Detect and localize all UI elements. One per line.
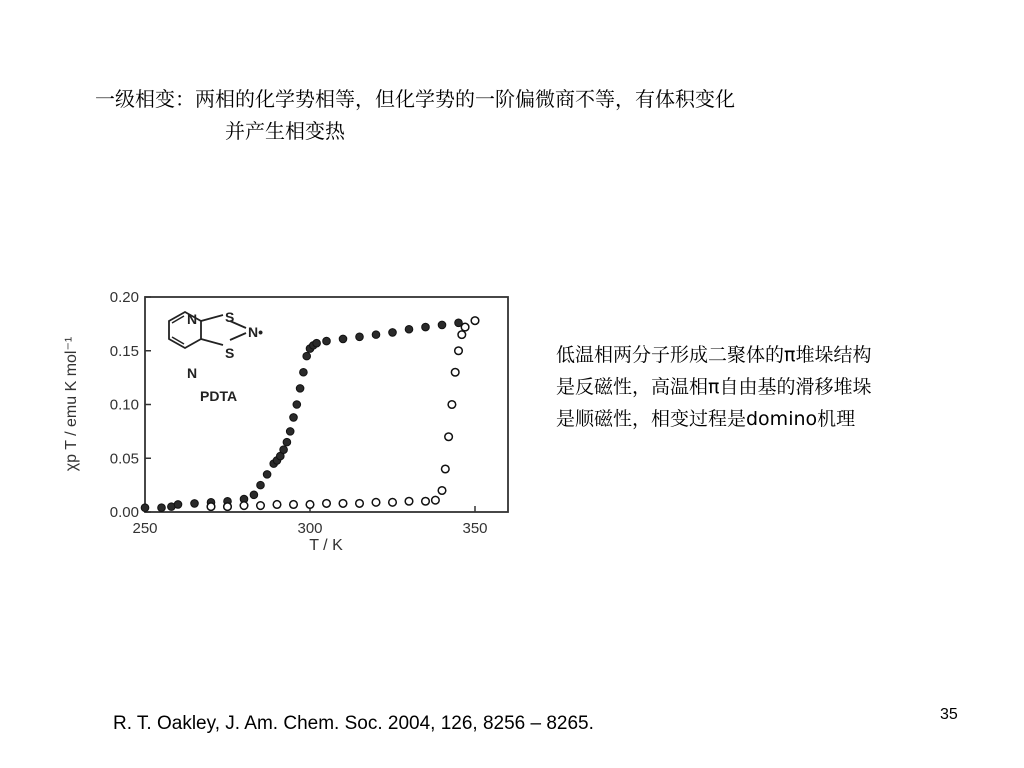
atom-s-bottom: S <box>225 345 235 361</box>
data-point-filled <box>372 331 380 339</box>
molecule-label: PDTA <box>200 388 238 404</box>
magnetic-susceptibility-figure <box>60 280 520 570</box>
data-point-open <box>240 502 248 510</box>
data-point-open <box>290 501 298 509</box>
y-tick-label: 0.05 <box>109 450 139 468</box>
slide-title-line-2: 并产生相变热 <box>225 119 345 143</box>
data-point-filled <box>286 428 294 436</box>
data-point-filled <box>293 401 301 409</box>
data-point-filled <box>313 339 321 347</box>
description-line-3: 是顺磁性，相变过程是domino机理 <box>556 408 856 430</box>
data-point-open <box>405 497 413 505</box>
data-point-filled <box>141 504 149 512</box>
data-point-filled <box>389 329 397 337</box>
x-tick-label: 250 <box>132 520 158 537</box>
atom-n-top: N <box>187 311 198 327</box>
data-point-open <box>207 503 215 511</box>
data-point-open <box>432 496 440 504</box>
y-tick-label: 0.10 <box>109 396 139 414</box>
chart-canvas <box>60 280 520 570</box>
data-point-open <box>448 401 456 409</box>
data-point-filled <box>356 333 364 341</box>
y-tick-label: 0.20 <box>109 289 139 306</box>
data-point-open <box>471 317 479 325</box>
reference-citation: R. T. Oakley, J. Am. Chem. Soc. 2004, 126, 8256 – 8265. <box>113 713 594 734</box>
data-point-filled <box>257 481 265 489</box>
data-point-filled <box>303 352 311 360</box>
page-number: 35 <box>940 706 958 723</box>
data-point-open <box>224 503 232 511</box>
data-point-open <box>356 500 364 508</box>
description-line-1: 低温相两分子形成二聚体的π堆垛结构 <box>556 344 872 366</box>
data-point-filled <box>263 471 271 479</box>
data-point-filled <box>438 321 446 329</box>
data-point-filled <box>339 335 347 343</box>
data-point-open <box>442 465 450 473</box>
data-point-filled <box>280 446 288 454</box>
data-point-filled <box>422 323 430 331</box>
data-point-filled <box>174 501 182 509</box>
data-point-open <box>257 502 265 510</box>
data-point-open <box>323 500 331 508</box>
y-tick-label: 0.15 <box>109 342 139 360</box>
data-point-filled <box>290 414 298 422</box>
data-point-filled <box>405 325 413 333</box>
data-point-open <box>445 433 453 441</box>
slide-title-line-1: 一级相变：两相的化学势相等，但化学势的一阶偏微商不等，有体积变化 <box>95 87 735 111</box>
x-tick-label: 300 <box>297 520 323 537</box>
atom-s-top: S <box>225 309 235 325</box>
data-point-open <box>438 487 446 495</box>
atom-n-bottom: N <box>187 365 198 381</box>
data-point-filled <box>323 337 331 345</box>
y-axis-title: χp T / emu K mol⁻¹ <box>63 336 80 472</box>
data-point-open <box>455 347 463 355</box>
data-point-filled <box>191 500 199 508</box>
data-point-filled <box>300 368 308 376</box>
data-point-open <box>458 331 466 339</box>
data-point-filled <box>158 504 166 512</box>
description-line-2: 是反磁性，高温相π自由基的滑移堆垛 <box>556 376 872 398</box>
data-point-open <box>339 500 347 508</box>
data-point-filled <box>296 385 304 393</box>
data-point-open <box>422 497 430 505</box>
x-tick-label: 350 <box>462 520 488 537</box>
y-tick-label: 0.00 <box>109 504 139 521</box>
data-point-filled <box>283 438 291 446</box>
data-point-open <box>461 323 469 331</box>
data-point-open <box>273 501 281 509</box>
data-point-open <box>306 501 314 509</box>
data-point-open <box>389 499 397 507</box>
x-axis-title: T / K <box>309 537 343 554</box>
data-point-open <box>372 499 380 507</box>
data-point-open <box>451 368 459 376</box>
data-point-filled <box>250 491 258 499</box>
atom-n-radical: N• <box>248 324 264 340</box>
